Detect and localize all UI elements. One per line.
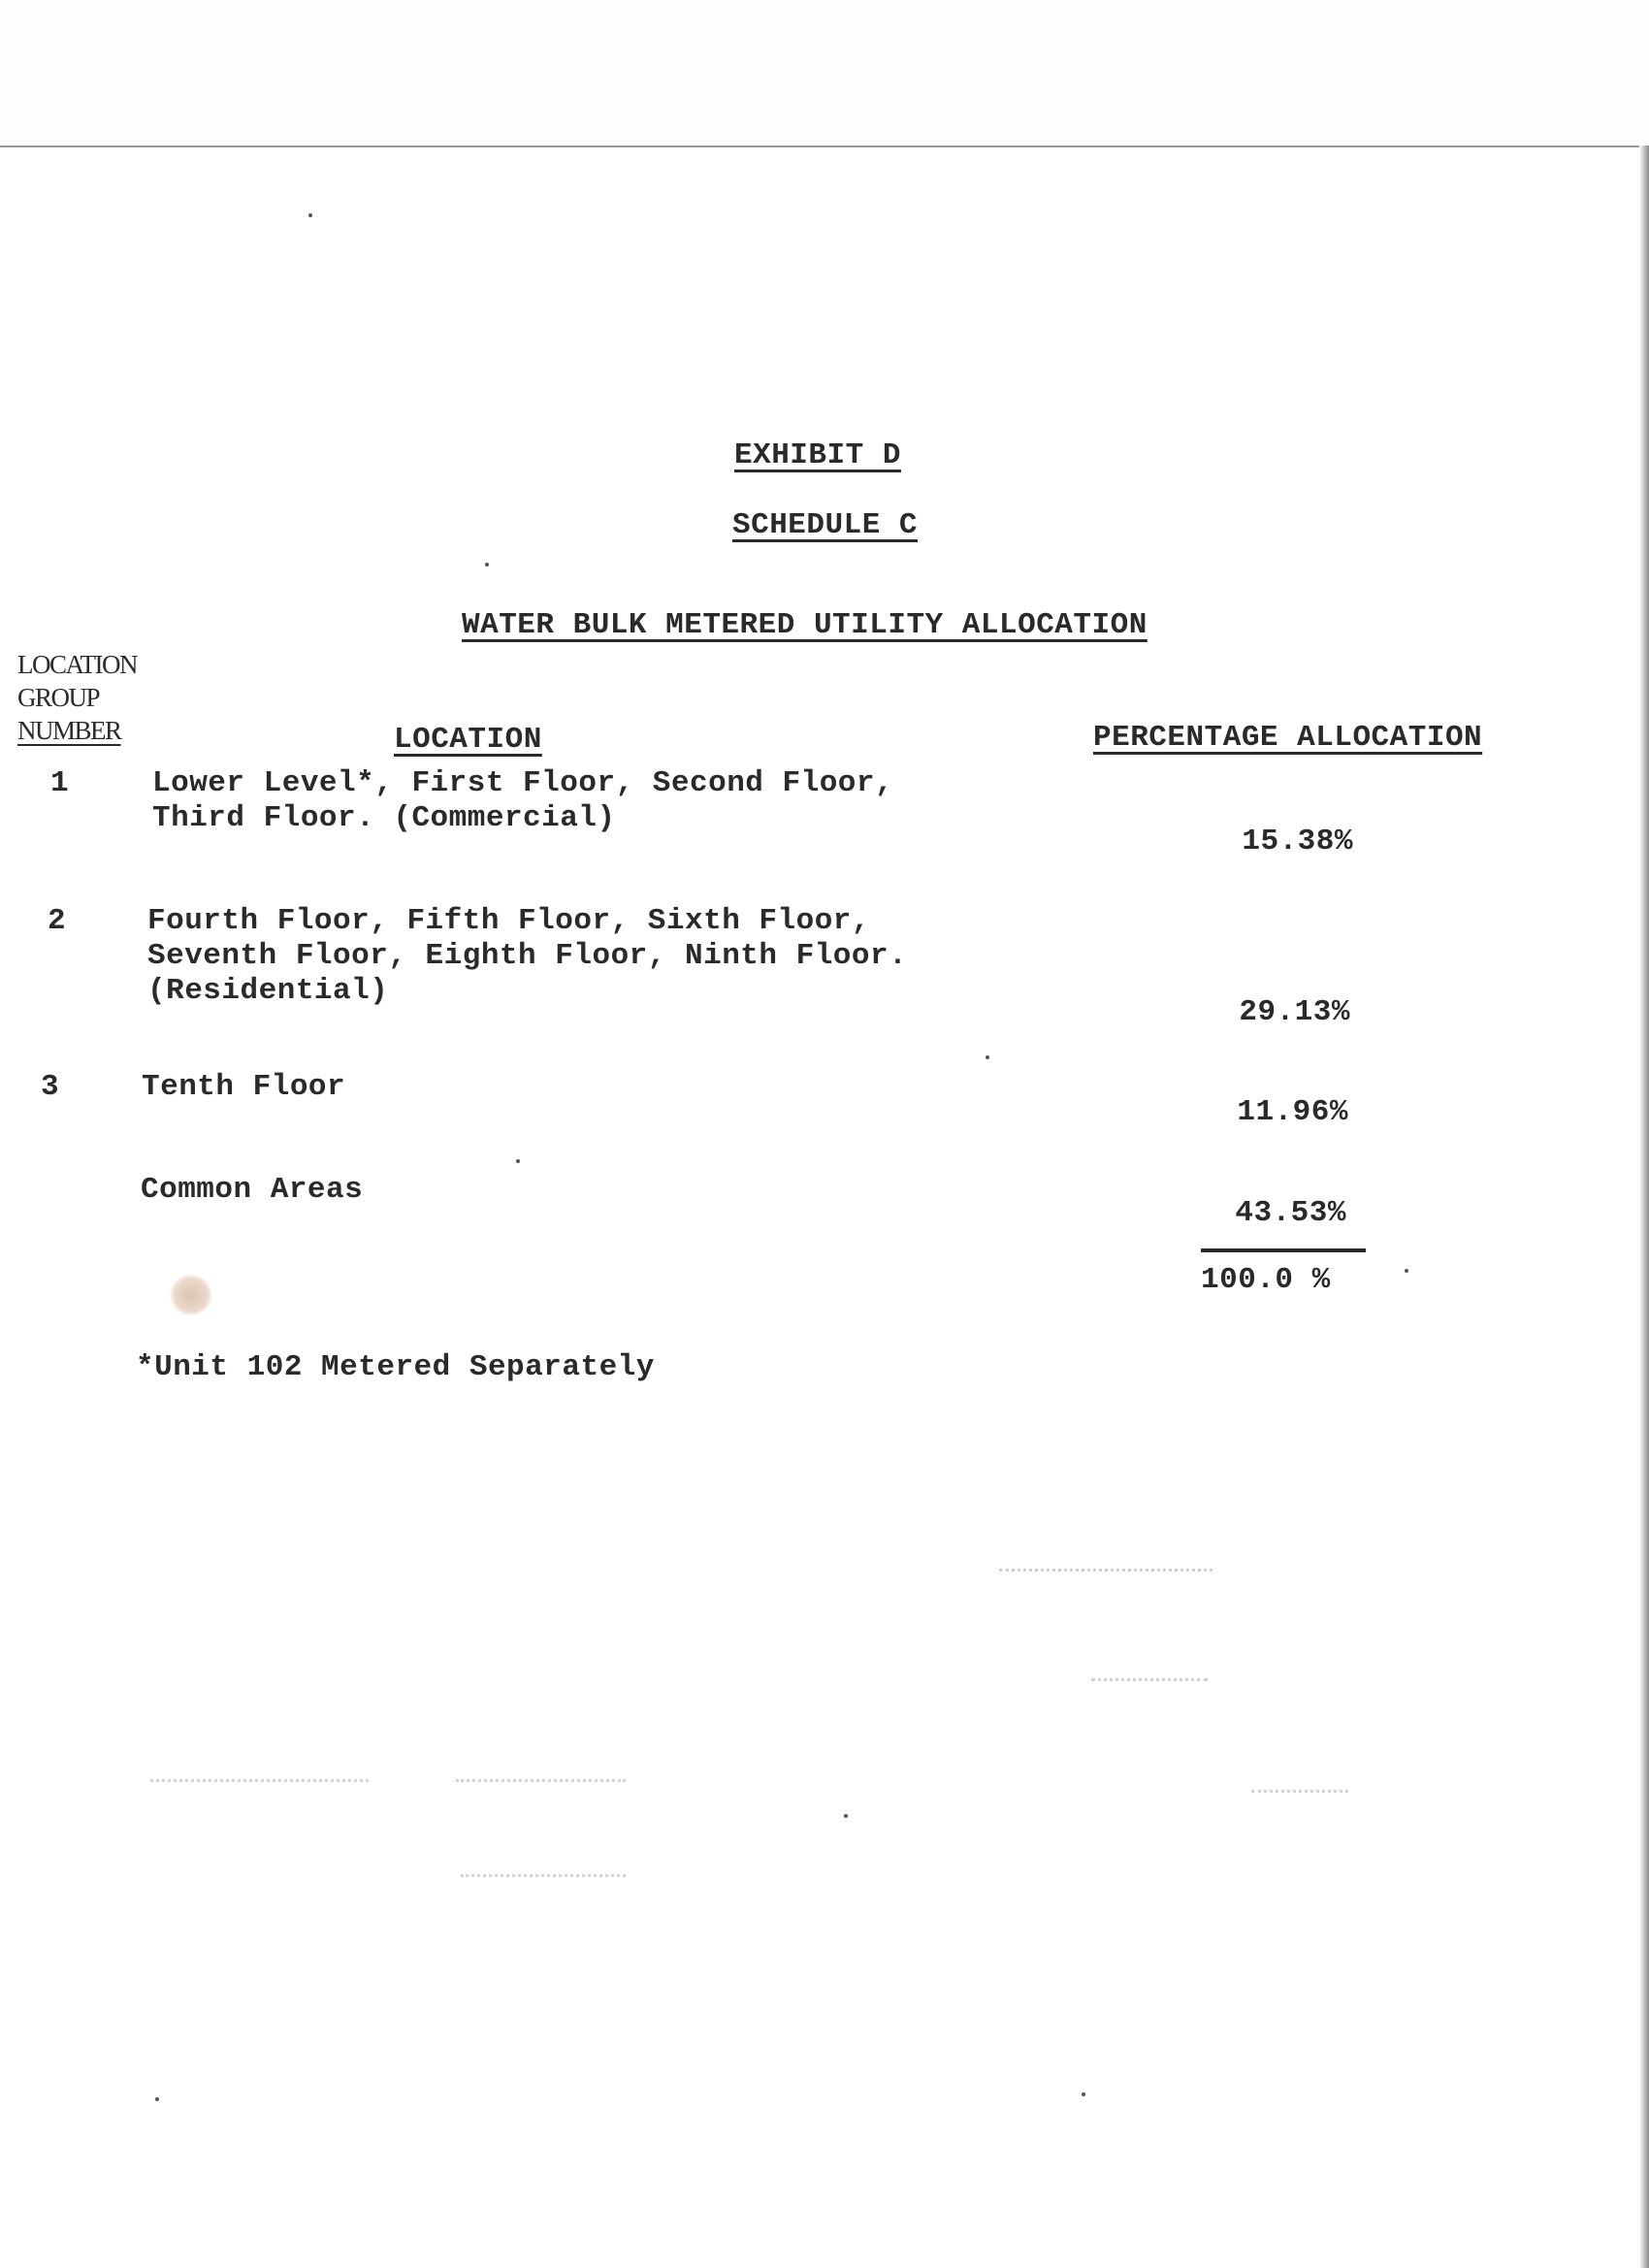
percentage-value: 11.96% xyxy=(1237,1095,1348,1129)
percentage-header: PERCENTAGE ALLOCATION xyxy=(1093,721,1483,755)
bleed-through-mark xyxy=(150,1779,369,1792)
exhibit-heading: EXHIBIT D xyxy=(734,438,901,472)
speck xyxy=(485,563,489,567)
header-group-line: GROUP xyxy=(17,683,100,712)
page-top-edge xyxy=(0,146,1649,147)
document-title: WATER BULK METERED UTILITY ALLOCATION xyxy=(462,608,1148,642)
speck xyxy=(155,2097,159,2101)
location-line: (Residential) xyxy=(147,974,389,1008)
percentage-value: 15.38% xyxy=(1242,825,1353,859)
header-group-line: NUMBER xyxy=(17,716,121,745)
bleed-through-mark xyxy=(1251,1790,1348,1802)
speck xyxy=(1405,1269,1408,1273)
bleed-through-mark xyxy=(461,1874,626,1887)
group-number: 1 xyxy=(50,766,70,800)
percentage-value: 43.53% xyxy=(1235,1196,1346,1230)
scan-background xyxy=(0,0,1649,146)
location-group-number-header xyxy=(17,648,137,747)
location-header: LOCATION xyxy=(394,723,542,757)
schedule-heading: SCHEDULE C xyxy=(732,508,919,542)
speck xyxy=(986,1055,989,1059)
total-rule xyxy=(1201,1248,1366,1252)
location-line: Fourth Floor, Fifth Floor, Sixth Floor, xyxy=(147,904,871,938)
percentage-value: 29.13% xyxy=(1239,995,1350,1029)
total-value: 100.0 % xyxy=(1201,1263,1331,1297)
speck xyxy=(308,213,312,217)
location-line: Common Areas xyxy=(141,1173,364,1207)
location-line: Third Floor. (Commercial) xyxy=(152,801,616,835)
group-number: 2 xyxy=(48,904,67,938)
speck xyxy=(516,1159,520,1163)
speck xyxy=(1082,2092,1085,2096)
header-group-line: LOCATION xyxy=(17,650,137,679)
page-right-edge xyxy=(1639,146,1649,2268)
location-line: Tenth Floor xyxy=(142,1070,346,1104)
bleed-through-mark xyxy=(456,1779,626,1792)
bleed-through-mark xyxy=(1091,1678,1208,1691)
bleed-through-mark xyxy=(999,1569,1212,1581)
location-line: Seventh Floor, Eighth Floor, Ninth Floor. xyxy=(147,939,908,973)
footnote: *Unit 102 Metered Separately xyxy=(136,1350,655,1384)
paper-stain xyxy=(170,1275,212,1315)
group-number: 3 xyxy=(41,1070,60,1104)
speck xyxy=(844,1814,848,1818)
location-line: Lower Level*, First Floor, Second Floor, xyxy=(152,766,894,800)
